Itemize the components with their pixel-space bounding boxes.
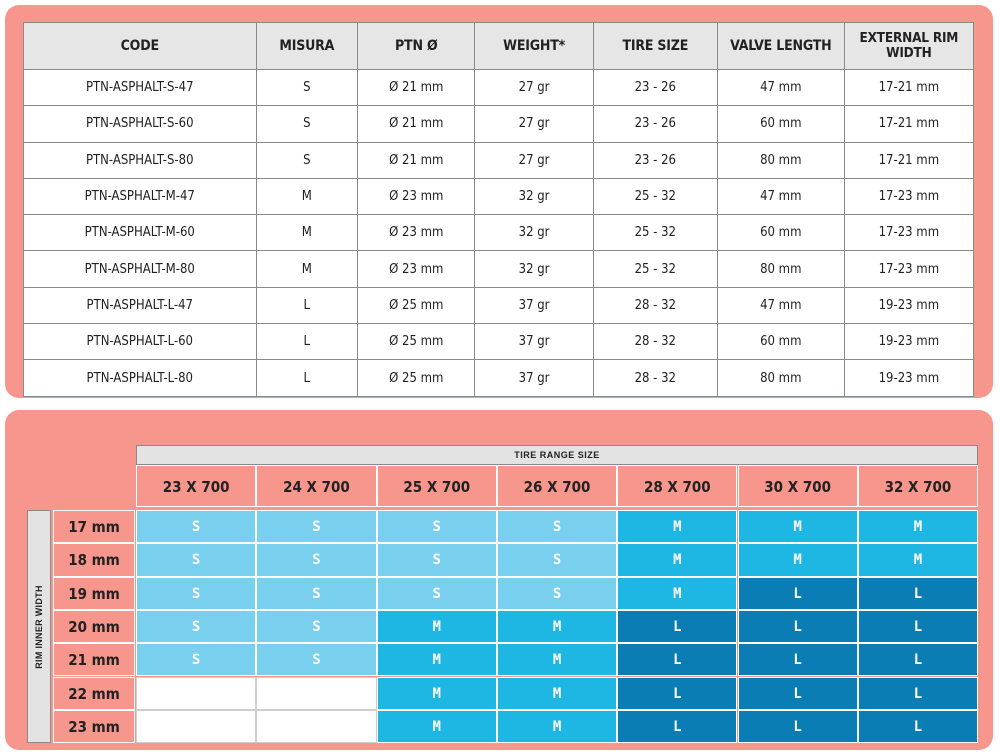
table-cell: 47 mm [717,178,844,214]
table-cell: Ø 21 mm [358,70,475,106]
table-cell: PTN-ASPHALT-M-80 [24,251,257,287]
table-cell: M [256,215,358,251]
spec-table-panel [5,5,993,398]
size-cell: S [136,643,256,676]
row-header: 23 mm [53,710,135,743]
size-cell: L [738,710,858,743]
size-cell: S [256,510,376,543]
size-cell: S [256,577,376,610]
table-cell: 80 mm [717,360,844,396]
table-cell: L [256,360,358,396]
table-cell: Ø 23 mm [358,215,475,251]
size-cell: M [738,510,858,543]
size-cell: S [136,543,256,576]
size-cell: S [497,510,617,543]
table-row [24,178,974,214]
table-cell: M [256,178,358,214]
table-cell: 60 mm [717,324,844,360]
table-cell: Ø 23 mm [358,251,475,287]
table-row [24,215,974,251]
size-cell [256,677,376,710]
size-cell: S [256,643,376,676]
table-row [24,324,974,360]
size-cell: M [377,677,497,710]
size-cell [136,710,256,743]
table-cell: Ø 25 mm [358,287,475,323]
column-header: 32 X 700 [858,465,978,507]
header-external-rim-width: EXTERNAL RIM WIDTH [844,23,973,70]
table-row [24,142,974,178]
size-chart-panel [5,410,993,750]
size-cell: M [617,543,737,576]
table-cell: 23 - 26 [593,70,717,106]
table-cell: 17-23 mm [844,251,973,287]
column-header: 23 X 700 [136,465,256,507]
rim-inner-width-text: RIM INNER WIDTH [34,584,44,669]
header-valve-length: VALVE LENGTH [717,23,844,70]
table-cell: S [256,70,358,106]
table-cell: 25 - 32 [593,251,717,287]
size-cell: S [377,543,497,576]
row-header: 22 mm [53,677,135,710]
table-cell: 28 - 32 [593,324,717,360]
column-header: 30 X 700 [738,465,858,507]
table-cell: Ø 21 mm [358,106,475,142]
table-cell: PTN-ASPHALT-L-47 [24,287,257,323]
table-cell: 37 gr [475,324,593,360]
table-cell: L [256,287,358,323]
row-header: 17 mm [53,510,135,543]
header-weight: WEIGHT* [475,23,593,70]
table-cell: PTN-ASPHALT-S-80 [24,142,257,178]
size-cell: S [377,510,497,543]
spec-table-body [24,70,974,397]
size-cell: M [377,710,497,743]
table-cell: Ø 25 mm [358,324,475,360]
size-cell: L [617,710,737,743]
column-header: 24 X 700 [256,465,376,507]
size-cell: L [858,577,978,610]
size-cell: M [497,677,617,710]
table-row [24,360,974,396]
table-cell: 60 mm [717,215,844,251]
size-cell: M [377,610,497,643]
size-cell [256,710,376,743]
table-cell: 17-23 mm [844,215,973,251]
table-cell: 25 - 32 [593,178,717,214]
size-cell: S [497,577,617,610]
table-cell: 80 mm [717,142,844,178]
table-cell: 17-21 mm [844,70,973,106]
column-header: 28 X 700 [617,465,737,507]
header-misura: MISURA [256,23,358,70]
size-cell: M [497,643,617,676]
table-cell: 27 gr [475,106,593,142]
table-cell: 17-23 mm [844,178,973,214]
table-cell: Ø 21 mm [358,142,475,178]
table-cell: S [256,142,358,178]
size-cell: S [377,577,497,610]
table-row [24,287,974,323]
table-cell: Ø 23 mm [358,178,475,214]
size-cell: L [617,643,737,676]
size-cell: M [617,577,737,610]
size-cell [136,677,256,710]
table-cell: 27 gr [475,70,593,106]
table-cell: PTN-ASPHALT-L-80 [24,360,257,396]
size-cell: S [136,510,256,543]
size-cell: S [256,610,376,643]
table-cell: M [256,251,358,287]
table-cell: 23 - 26 [593,142,717,178]
table-cell: 32 gr [475,215,593,251]
size-cell: S [136,577,256,610]
table-cell: 37 gr [475,360,593,396]
size-cell: M [858,543,978,576]
table-cell: 17-21 mm [844,142,973,178]
table-row [24,251,974,287]
table-cell: PTN-ASPHALT-M-60 [24,215,257,251]
size-cell: L [738,610,858,643]
column-header: 25 X 700 [377,465,497,507]
table-cell: L [256,324,358,360]
table-cell: 25 - 32 [593,215,717,251]
spec-table [23,22,974,397]
size-cell: L [858,677,978,710]
size-cell: M [617,510,737,543]
size-cell: L [858,710,978,743]
size-cell: L [617,677,737,710]
table-cell: PTN-ASPHALT-M-47 [24,178,257,214]
table-cell: 47 mm [717,70,844,106]
table-cell: PTN-ASPHALT-L-60 [24,324,257,360]
size-cell: S [136,610,256,643]
row-header: 18 mm [53,543,135,576]
table-cell: 17-21 mm [844,106,973,142]
size-cell: S [256,543,376,576]
size-cell: M [497,610,617,643]
row-header: 21 mm [53,643,135,676]
header-tire-size: TIRE SIZE [593,23,717,70]
column-header: 26 X 700 [497,465,617,507]
table-cell: S [256,106,358,142]
table-cell: 28 - 32 [593,360,717,396]
row-header: 19 mm [53,577,135,610]
table-cell: 47 mm [717,287,844,323]
table-cell: 19-23 mm [844,324,973,360]
table-cell: 28 - 32 [593,287,717,323]
table-cell: 80 mm [717,251,844,287]
size-cell: L [617,610,737,643]
table-cell: 32 gr [475,178,593,214]
table-cell: PTN-ASPHALT-S-60 [24,106,257,142]
table-cell: 27 gr [475,142,593,178]
table-cell: PTN-ASPHALT-S-47 [24,70,257,106]
size-cell: L [858,643,978,676]
header-ptn: PTN Ø [358,23,475,70]
table-row [24,70,974,106]
table-cell: 60 mm [717,106,844,142]
rim-inner-width-label [27,510,51,743]
size-cell: L [738,677,858,710]
tire-range-size-title: TIRE RANGE SIZE [136,445,978,465]
header-code: CODE [24,23,257,70]
table-cell: 32 gr [475,251,593,287]
table-cell: 19-23 mm [844,360,973,396]
table-cell: 23 - 26 [593,106,717,142]
size-cell: L [738,577,858,610]
row-header: 20 mm [53,610,135,643]
size-cell: L [858,610,978,643]
spec-header-row [24,23,974,70]
size-cell: M [497,710,617,743]
table-cell: Ø 25 mm [358,360,475,396]
size-chart [23,425,978,743]
table-cell: 37 gr [475,287,593,323]
table-cell: 19-23 mm [844,287,973,323]
size-cell: L [738,643,858,676]
size-cell: M [858,510,978,543]
size-cell: M [738,543,858,576]
size-cell: S [497,543,617,576]
table-row [24,106,974,142]
size-cell: M [377,643,497,676]
